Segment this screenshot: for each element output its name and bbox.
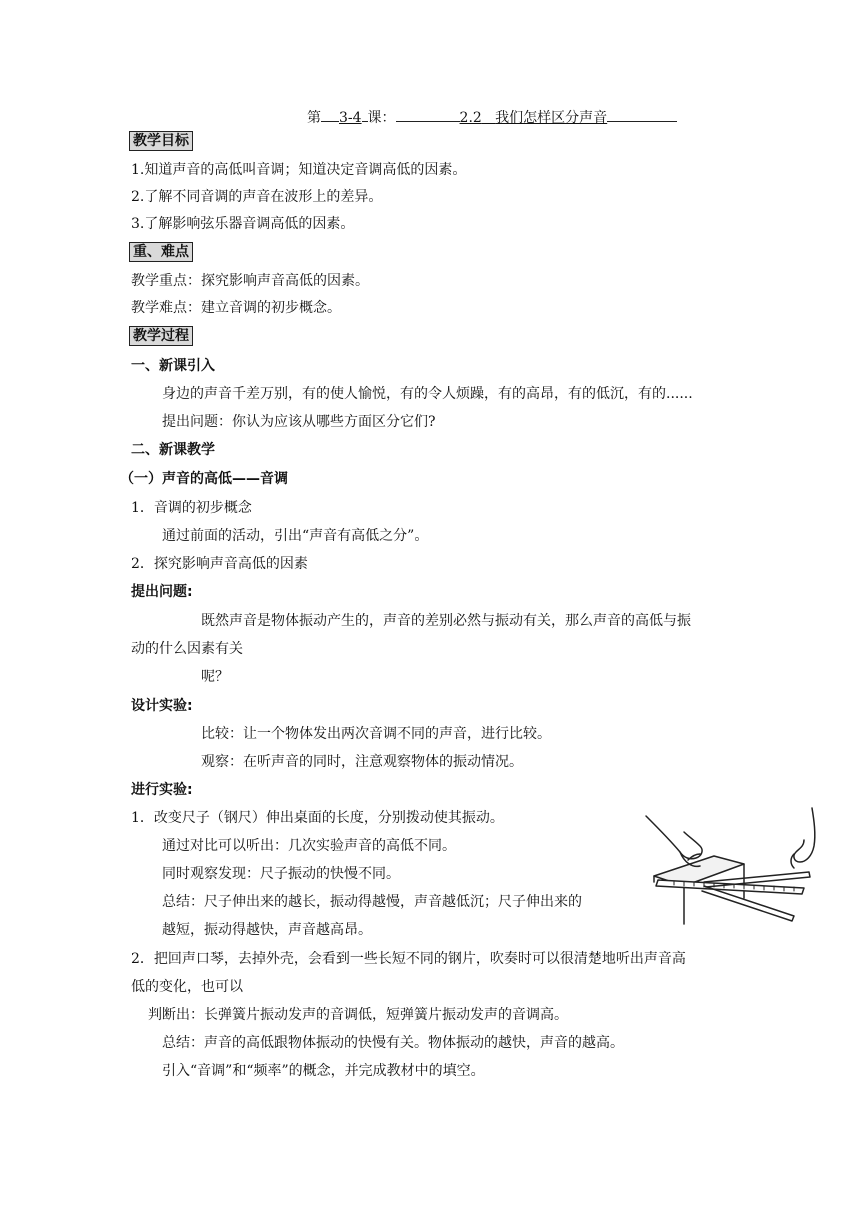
experiment-text: 同时观察发现：尺子振动的快慢不同。 xyxy=(162,866,400,882)
experiment-text: 低的变化，也可以 xyxy=(131,979,243,995)
experiment-text: 越短，振动得越快，声音越高昂。 xyxy=(162,922,372,938)
page-title xyxy=(307,107,677,127)
experiment-text: 通过对比可以听出：几次实验声音的高低不同。 xyxy=(162,838,456,854)
lesson-topic: 我们怎样区分声音 xyxy=(495,110,608,126)
conduct-label: 进行实验: xyxy=(131,782,193,798)
summary-text: 总结：声音的高低跟物体振动的快慢有关。物体振动的越快，声音的越高。 xyxy=(162,1035,624,1051)
design-text: 比较：让一个物体发出两次音调不同的声音，进行比较。 xyxy=(201,726,551,742)
experiment-text: 判断出：长弹簧片振动发声的音调低，短弹簧片振动发声的音调高。 xyxy=(148,1007,568,1023)
item-text: 通过前面的活动，引出“声音有高低之分”。 xyxy=(162,528,429,544)
ruler-vibration-illustration xyxy=(644,806,834,932)
intro-title: 一、新课引入 xyxy=(131,358,215,374)
question-text: 呢？ xyxy=(201,669,229,685)
concepts-text: 引入“音调”和“频率”的概念，并完成教材中的填空。 xyxy=(162,1063,485,1079)
title-middle: 课： xyxy=(367,110,396,126)
blank-line xyxy=(321,107,339,122)
design-text: 观察：在听声音的同时，注意观察物体的振动情况。 xyxy=(201,754,523,770)
experiment-text: 总结：尺子伸出来的越长，振动得越慢，声音越低沉；尺子伸出来的 xyxy=(162,894,582,910)
experiment-item: 1．改变尺子（钢尺）伸出桌面的长度，分别拨动使其振动。 xyxy=(131,810,504,826)
process-heading: 教学过程 xyxy=(129,326,193,346)
teaching-focus: 教学重点：探究影响声音高低的因素。 xyxy=(131,273,369,289)
question-label: 提出问题: xyxy=(131,584,193,600)
blank-line xyxy=(607,107,677,122)
teaching-difficulty: 教学难点：建立音调的初步概念。 xyxy=(131,300,341,316)
item-heading: 2．探究影响声音高低的因素 xyxy=(131,556,308,572)
objective-item: 1.知道声音的高低叫音调；知道决定音调高低的因素。 xyxy=(131,162,467,178)
intro-question: 提出问题：你认为应该从哪些方面区分它们? xyxy=(162,414,436,430)
experiment-item: 2．把回声口琴，去掉外壳，会看到一些长短不同的钢片，吹奏时可以很清楚地听出声音高 xyxy=(131,951,686,967)
objective-item: 2.了解不同音调的声音在波形上的差异。 xyxy=(131,189,383,205)
subsection-title: （一）声音的高低——音调 xyxy=(120,471,288,487)
intro-paragraph: 身边的声音千差万别，有的使人愉悦，有的令人烦躁，有的高昂，有的低沉，有的...... xyxy=(162,386,693,402)
key-points-heading: 重、难点 xyxy=(129,242,193,262)
section-number: 2.2 xyxy=(459,110,482,126)
objective-item: 3.了解影响弦乐器音调高低的因素。 xyxy=(131,216,355,232)
lesson-number: 3-4 xyxy=(339,110,362,126)
teach-title: 二、新课教学 xyxy=(131,442,215,458)
blank-line xyxy=(396,107,460,122)
item-heading: 1．音调的初步概念 xyxy=(131,500,252,516)
design-label: 设计实验: xyxy=(131,698,193,714)
question-text: 既然声音是物体振动产生的，声音的差别必然与振动有关，那么声音的高低与振 xyxy=(201,613,691,629)
question-text: 动的什么因素有关 xyxy=(131,641,243,657)
title-prefix: 第 xyxy=(307,110,321,126)
objectives-heading: 教学目标 xyxy=(129,131,193,151)
